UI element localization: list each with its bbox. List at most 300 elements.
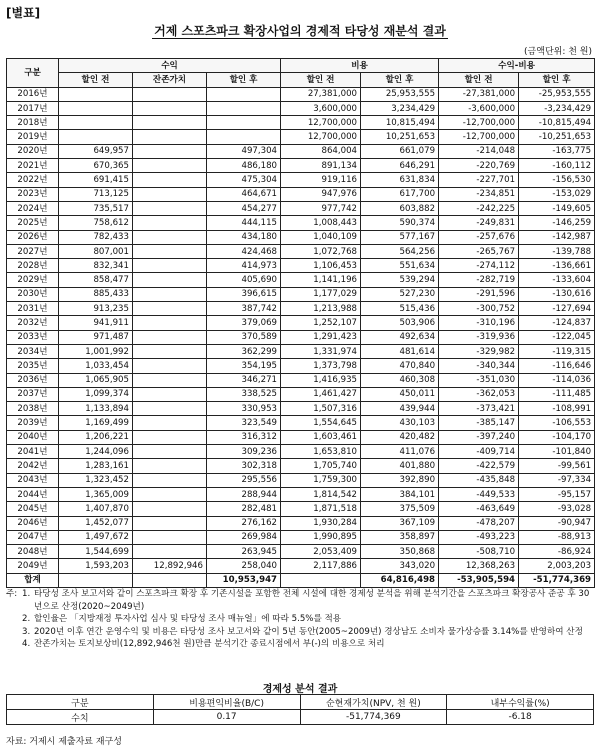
total-row (7, 573, 595, 587)
cell-net-before: -385,147 (439, 416, 519, 430)
cell-net-after: -139,788 (519, 244, 595, 258)
cell-net-after: -104,170 (519, 430, 595, 444)
cell-rev-before: 858,477 (59, 273, 133, 287)
cell-cost-before: 1,603,461 (281, 430, 361, 444)
cell-net-after: -25,953,555 (519, 87, 595, 101)
cell-rev-after: 346,271 (207, 373, 281, 387)
cell-residual (133, 130, 207, 144)
cell-cost-after: 430,103 (361, 416, 439, 430)
cell-rev-before: 1,169,499 (59, 416, 133, 430)
cell-cost-before: 2,117,886 (281, 559, 361, 573)
cell-cost-before: 1,990,895 (281, 530, 361, 544)
cell-cost-after: 646,291 (361, 159, 439, 173)
cell-net-before: -310,196 (439, 316, 519, 330)
cell-rev-before (59, 101, 133, 115)
cell-cost-before: 1,507,316 (281, 402, 361, 416)
cell-cost-after: 10,815,494 (361, 116, 439, 130)
cell-cost-before: 864,004 (281, 144, 361, 158)
cell-net-before: -340,344 (439, 359, 519, 373)
cell-cost-before: 1,705,740 (281, 459, 361, 473)
cell-cost-after: 367,109 (361, 516, 439, 530)
total-cost-before (281, 573, 361, 587)
table-row (7, 359, 595, 373)
cell-year: 2029년 (7, 273, 59, 287)
footnote-2 (6, 613, 594, 626)
cell-residual (133, 387, 207, 401)
cell-net-after: -90,947 (519, 516, 595, 530)
total-net-after: -51,774,369 (519, 573, 595, 587)
cell-rev-after: 434,180 (207, 230, 281, 244)
header-net: 수익-비용 (439, 59, 595, 73)
cell-cost-after: 577,167 (361, 230, 439, 244)
cell-year: 2028년 (7, 259, 59, 273)
cell-rev-after: 405,690 (207, 273, 281, 287)
cell-residual (133, 516, 207, 530)
cell-net-before: -319,936 (439, 330, 519, 344)
cell-net-after: -111,485 (519, 387, 595, 401)
cell-year: 2047년 (7, 530, 59, 544)
table-row (7, 216, 595, 230)
cell-residual (133, 359, 207, 373)
cell-cost-before: 1,331,974 (281, 344, 361, 358)
cell-residual (133, 216, 207, 230)
cell-residual (133, 530, 207, 544)
cell-net-after: -133,604 (519, 273, 595, 287)
cell-cost-after: 527,230 (361, 287, 439, 301)
cell-rev-before: 1,244,096 (59, 445, 133, 459)
cell-cost-before: 1,814,542 (281, 487, 361, 501)
cell-net-before: -214,048 (439, 144, 519, 158)
cell-cost-before: 1,072,768 (281, 244, 361, 258)
cell-residual (133, 445, 207, 459)
cell-rev-after: 330,953 (207, 402, 281, 416)
cell-rev-after (207, 130, 281, 144)
cell-net-after: -119,315 (519, 344, 595, 358)
cell-cost-after: 401,880 (361, 459, 439, 473)
cell-rev-after: 370,589 (207, 330, 281, 344)
cell-rev-before: 735,517 (59, 201, 133, 215)
cell-rev-after: 424,468 (207, 244, 281, 258)
cell-rev-before: 1,544,699 (59, 545, 133, 559)
result-header: 내부수익률(%) (447, 695, 594, 710)
cell-net-after: 2,003,203 (519, 559, 595, 573)
header-year: 구분 (7, 59, 59, 88)
cell-cost-before: 1,373,798 (281, 359, 361, 373)
cell-rev-after: 316,312 (207, 430, 281, 444)
cell-rev-before: 1,593,203 (59, 559, 133, 573)
cell-cost-before: 947,976 (281, 187, 361, 201)
cell-net-before: -478,207 (439, 516, 519, 530)
table-body (7, 87, 595, 573)
cell-rev-after: 464,671 (207, 187, 281, 201)
table-row (7, 416, 595, 430)
cell-year: 2030년 (7, 287, 59, 301)
header-revenue: 수익 (59, 59, 281, 73)
unit-note: (금액단위: 천 원) (524, 47, 592, 57)
cell-year: 2016년 (7, 87, 59, 101)
table-row (7, 473, 595, 487)
cell-year: 2041년 (7, 445, 59, 459)
footnote-number: 1. (22, 589, 31, 599)
footnote-number: 2. (22, 614, 31, 624)
cell-cost-before: 977,742 (281, 201, 361, 215)
cell-cost-after: 392,890 (361, 473, 439, 487)
cell-cost-after: 590,374 (361, 216, 439, 230)
cell-net-after: -153,029 (519, 187, 595, 201)
cell-net-after: -95,157 (519, 487, 595, 501)
cell-rev-before: 885,433 (59, 287, 133, 301)
cell-residual (133, 173, 207, 187)
cell-net-after: -99,561 (519, 459, 595, 473)
table-row (7, 130, 595, 144)
cell-net-after: -156,530 (519, 173, 595, 187)
cell-rev-before (59, 116, 133, 130)
cell-cost-before: 1,008,443 (281, 216, 361, 230)
cell-cost-after: 420,482 (361, 430, 439, 444)
cell-rev-after: 323,549 (207, 416, 281, 430)
table-row (7, 201, 595, 215)
cell-rev-before: 1,033,454 (59, 359, 133, 373)
cell-rev-before: 713,125 (59, 187, 133, 201)
cell-cost-after: 492,634 (361, 330, 439, 344)
table-row (7, 387, 595, 401)
result-header-row (7, 695, 594, 710)
cell-rev-before: 758,612 (59, 216, 133, 230)
cell-net-after: -114,036 (519, 373, 595, 387)
cell-cost-after: 375,509 (361, 502, 439, 516)
cell-cost-before: 1,930,284 (281, 516, 361, 530)
cell-net-before: -463,649 (439, 502, 519, 516)
cell-cost-before: 919,116 (281, 173, 361, 187)
total-net-before: -53,905,594 (439, 573, 519, 587)
cell-year: 2039년 (7, 416, 59, 430)
cell-net-before: -12,700,000 (439, 130, 519, 144)
cell-residual (133, 187, 207, 201)
cell-rev-after: 444,115 (207, 216, 281, 230)
cell-cost-before: 12,700,000 (281, 130, 361, 144)
cell-net-before: -300,752 (439, 302, 519, 316)
cell-cost-after: 515,436 (361, 302, 439, 316)
cell-cost-before: 1,291,423 (281, 330, 361, 344)
cell-cost-before: 1,461,427 (281, 387, 361, 401)
cell-cost-before: 1,554,645 (281, 416, 361, 430)
table-row (7, 116, 595, 130)
cell-net-before: -435,848 (439, 473, 519, 487)
footnote-lead: 주: (6, 589, 18, 599)
header-residual: 잔존가치 (133, 73, 207, 87)
cell-cost-after: 631,834 (361, 173, 439, 187)
cell-cost-after: 343,020 (361, 559, 439, 573)
cell-rev-before: 1,497,672 (59, 530, 133, 544)
result-header: 구분 (7, 695, 154, 710)
cell-residual (133, 302, 207, 316)
cell-net-before: -274,112 (439, 259, 519, 273)
cell-cost-after: 551,634 (361, 259, 439, 273)
analysis-table (6, 58, 595, 588)
cell-rev-before: 913,235 (59, 302, 133, 316)
footnote-text: 2020년 이후 연간 운영수익 및 비용은 타당성 조사 보고서와 같이 5년 동안(2005~2009년) 경상남도 소비자 물가상승률 3.14%를 반영하여 산정 (34, 626, 583, 637)
table-row (7, 87, 595, 101)
table-row (7, 516, 595, 530)
cell-cost-after: 603,882 (361, 201, 439, 215)
cell-net-before: -27,381,000 (439, 87, 519, 101)
cell-residual (133, 459, 207, 473)
table-row (7, 259, 595, 273)
total-cost-after: 64,816,498 (361, 573, 439, 587)
cell-net-before: -422,579 (439, 459, 519, 473)
cell-residual (133, 487, 207, 501)
footnote-text: 할인율은 「지방재정 투자사업 심사 및 타당성 조사 매뉴얼」에 따라 5.5%를 적용 (34, 614, 342, 624)
table-row (7, 173, 595, 187)
cell-rev-before: 1,001,992 (59, 344, 133, 358)
footnote-text: 잔존가치는 토지보상비(12,892,946천 원)만큼 분석기간 종료시점에서 부(-)의 비용으로 처리 (34, 639, 385, 649)
cell-cost-before: 1,653,810 (281, 445, 361, 459)
table-row (7, 144, 595, 158)
cell-residual (133, 244, 207, 258)
cell-year: 2032년 (7, 316, 59, 330)
cell-rev-before: 1,133,894 (59, 402, 133, 416)
result-value: 수치 (7, 710, 154, 725)
cell-rev-after: 295,556 (207, 473, 281, 487)
cell-net-before: -373,421 (439, 402, 519, 416)
header-cost: 비용 (281, 59, 439, 73)
cell-rev-before: 1,452,077 (59, 516, 133, 530)
cell-cost-before: 1,141,196 (281, 273, 361, 287)
table-row (7, 530, 595, 544)
cell-cost-after: 617,700 (361, 187, 439, 201)
cell-rev-before: 971,487 (59, 330, 133, 344)
cell-cost-after: 358,897 (361, 530, 439, 544)
cell-cost-before: 12,700,000 (281, 116, 361, 130)
source-note: 자료: 거제시 제출자료 재구성 (6, 737, 122, 747)
cell-net-after: -97,334 (519, 473, 595, 487)
cell-rev-after: 309,236 (207, 445, 281, 459)
table-row (7, 302, 595, 316)
table-row (7, 330, 595, 344)
cell-net-before: -291,596 (439, 287, 519, 301)
cell-residual (133, 344, 207, 358)
cell-net-after: -88,913 (519, 530, 595, 544)
cell-year: 2020년 (7, 144, 59, 158)
title-text: 거제 스포츠파크 확장사업의 경제적 타당성 재분석 결과 (154, 24, 446, 38)
cell-year: 2033년 (7, 330, 59, 344)
cell-net-before: -409,714 (439, 445, 519, 459)
cell-residual (133, 502, 207, 516)
cell-rev-after: 354,195 (207, 359, 281, 373)
cell-year: 2040년 (7, 430, 59, 444)
cell-cost-before: 1,040,109 (281, 230, 361, 244)
cell-cost-before: 1,416,935 (281, 373, 361, 387)
cell-rev-after: 497,304 (207, 144, 281, 158)
cell-year: 2023년 (7, 187, 59, 201)
cell-rev-before: 649,957 (59, 144, 133, 158)
cell-net-after: -101,840 (519, 445, 595, 459)
cell-year: 2022년 (7, 173, 59, 187)
cell-year: 2025년 (7, 216, 59, 230)
cell-residual (133, 287, 207, 301)
cell-year: 2042년 (7, 459, 59, 473)
cell-rev-after (207, 101, 281, 115)
cell-cost-before: 1,106,453 (281, 259, 361, 273)
cell-net-before: -257,676 (439, 230, 519, 244)
cell-net-before: -449,533 (439, 487, 519, 501)
cell-residual (133, 116, 207, 130)
cell-net-before: -249,831 (439, 216, 519, 230)
cell-cost-before: 891,134 (281, 159, 361, 173)
cell-net-before: -329,982 (439, 344, 519, 358)
cell-cost-before: 1,213,988 (281, 302, 361, 316)
cell-residual (133, 201, 207, 215)
cell-cost-after: 384,101 (361, 487, 439, 501)
cell-net-after: -10,251,653 (519, 130, 595, 144)
result-header: 순현재가치(NPV, 천 원) (300, 695, 447, 710)
cell-net-after: -124,837 (519, 316, 595, 330)
cell-rev-after (207, 87, 281, 101)
cell-net-before: -508,710 (439, 545, 519, 559)
cell-rev-before: 670,365 (59, 159, 133, 173)
footnotes (6, 588, 594, 651)
cell-rev-after: 258,040 (207, 559, 281, 573)
total-rev-after: 10,953,947 (207, 573, 281, 587)
cell-residual (133, 230, 207, 244)
cell-residual (133, 87, 207, 101)
cell-cost-before: 1,871,518 (281, 502, 361, 516)
header-row-2 (7, 73, 595, 87)
table-row (7, 159, 595, 173)
header-net-before: 할인 전 (439, 73, 519, 87)
cell-rev-after: 276,162 (207, 516, 281, 530)
cell-residual (133, 273, 207, 287)
cell-year: 2049년 (7, 559, 59, 573)
footnote-3 (6, 626, 594, 639)
cell-net-before: -265,767 (439, 244, 519, 258)
cell-rev-before: 941,911 (59, 316, 133, 330)
cell-net-after: -122,045 (519, 330, 595, 344)
cell-rev-before (59, 87, 133, 101)
cell-residual (133, 101, 207, 115)
header-cost-before: 할인 전 (281, 73, 361, 87)
cell-rev-after: 302,318 (207, 459, 281, 473)
cell-net-before: -282,719 (439, 273, 519, 287)
cell-cost-after: 661,079 (361, 144, 439, 158)
cell-rev-after: 396,615 (207, 287, 281, 301)
cell-rev-after: 282,481 (207, 502, 281, 516)
result-table (6, 694, 594, 725)
cell-rev-after: 288,944 (207, 487, 281, 501)
cell-rev-after: 269,984 (207, 530, 281, 544)
result-value: 0.17 (153, 710, 300, 725)
cell-year: 2045년 (7, 502, 59, 516)
cell-rev-before: 1,407,870 (59, 502, 133, 516)
table-row (7, 459, 595, 473)
cell-year: 2035년 (7, 359, 59, 373)
cell-year: 2034년 (7, 344, 59, 358)
cell-year: 2036년 (7, 373, 59, 387)
cell-net-before: -227,701 (439, 173, 519, 187)
result-value-row (7, 710, 594, 725)
cell-cost-before: 1,759,300 (281, 473, 361, 487)
total-rev-before (59, 573, 133, 587)
cell-net-after: -149,605 (519, 201, 595, 215)
page-title (0, 22, 600, 39)
cell-net-before: -3,600,000 (439, 101, 519, 115)
table-row (7, 373, 595, 387)
cell-cost-after: 564,256 (361, 244, 439, 258)
header-rev-before: 할인 전 (59, 73, 133, 87)
header-rev-after: 할인 후 (207, 73, 281, 87)
cell-residual (133, 430, 207, 444)
cell-rev-before: 1,323,452 (59, 473, 133, 487)
cell-net-after: -160,112 (519, 159, 595, 173)
table-row (7, 244, 595, 258)
cell-cost-after: 481,614 (361, 344, 439, 358)
cell-rev-before: 1,365,009 (59, 487, 133, 501)
result-value: -6.18 (447, 710, 594, 725)
cell-rev-after: 387,742 (207, 302, 281, 316)
cell-net-before: -220,769 (439, 159, 519, 173)
cell-residual (133, 402, 207, 416)
cell-rev-before (59, 130, 133, 144)
table-row (7, 101, 595, 115)
cell-rev-before: 1,283,161 (59, 459, 133, 473)
cell-net-after: -127,694 (519, 302, 595, 316)
cell-residual (133, 144, 207, 158)
cell-year: 2017년 (7, 101, 59, 115)
table-row (7, 445, 595, 459)
cell-rev-after: 486,180 (207, 159, 281, 173)
cell-cost-after: 3,234,429 (361, 101, 439, 115)
cell-residual (133, 159, 207, 173)
cell-year: 2031년 (7, 302, 59, 316)
cell-residual: 12,892,946 (133, 559, 207, 573)
cell-year: 2044년 (7, 487, 59, 501)
cell-net-after: -108,991 (519, 402, 595, 416)
table-row (7, 559, 595, 573)
cell-cost-after: 539,294 (361, 273, 439, 287)
cell-rev-before: 807,001 (59, 244, 133, 258)
table-row (7, 287, 595, 301)
cell-rev-after: 475,304 (207, 173, 281, 187)
cell-cost-after: 25,953,555 (361, 87, 439, 101)
cell-net-after: -93,028 (519, 502, 595, 516)
table-row (7, 502, 595, 516)
cell-year: 2043년 (7, 473, 59, 487)
footnote-4 (6, 638, 594, 651)
table-row (7, 187, 595, 201)
cell-cost-before: 27,381,000 (281, 87, 361, 101)
cell-residual (133, 330, 207, 344)
table-row (7, 230, 595, 244)
cell-cost-before: 1,177,029 (281, 287, 361, 301)
cell-year: 2018년 (7, 116, 59, 130)
cell-cost-before: 2,053,409 (281, 545, 361, 559)
table-row (7, 273, 595, 287)
cell-rev-before: 1,206,221 (59, 430, 133, 444)
cell-net-before: -242,225 (439, 201, 519, 215)
cell-year: 2037년 (7, 387, 59, 401)
cell-net-before: -234,851 (439, 187, 519, 201)
cell-net-before: 12,368,263 (439, 559, 519, 573)
cell-cost-before: 1,252,107 (281, 316, 361, 330)
cell-net-after: -116,646 (519, 359, 595, 373)
cell-year: 2024년 (7, 201, 59, 215)
cell-rev-before: 832,341 (59, 259, 133, 273)
cell-rev-after (207, 116, 281, 130)
table-row (7, 402, 595, 416)
cell-residual (133, 259, 207, 273)
cell-net-before: -397,240 (439, 430, 519, 444)
cell-year: 2046년 (7, 516, 59, 530)
